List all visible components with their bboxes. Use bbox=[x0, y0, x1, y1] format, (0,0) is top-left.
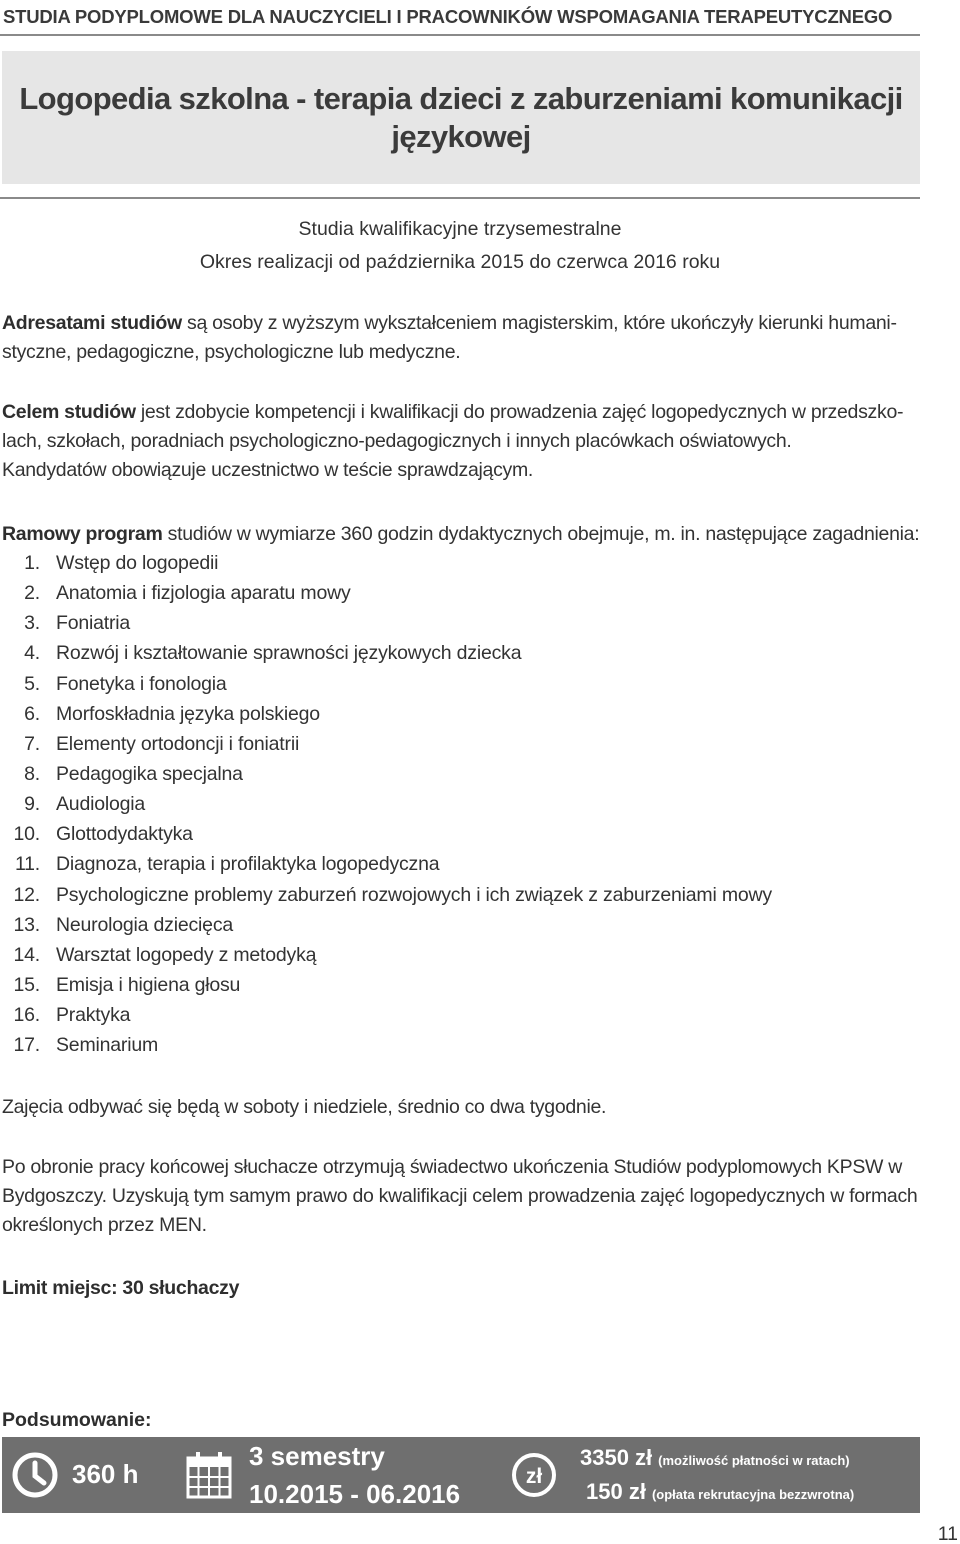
program-item-label: Morfoskładnia języka polskiego bbox=[56, 702, 320, 725]
certificate-paragraph bbox=[2, 1153, 922, 1240]
program-item-number: 17. bbox=[13, 1034, 40, 1057]
svg-text:zł: zł bbox=[525, 1465, 543, 1488]
goal-text-3: Kandydatów obowiązuje uczestnictwo w teście sprawdzającym. bbox=[2, 459, 534, 481]
certificate-text-3: określonych przez MEN. bbox=[2, 1214, 207, 1236]
program-item bbox=[0, 608, 772, 638]
addressees-text-2: styczne, pedagogiczne, psychologiczne lub medyczne. bbox=[2, 341, 461, 363]
clock-icon bbox=[11, 1451, 59, 1499]
subtitle-line-2: Okres realizacji od października 2015 do czerwca 2016 roku bbox=[199, 251, 721, 273]
program-item-label: Rozwój i kształtowanie sprawności językowych dziecka bbox=[56, 642, 522, 665]
program-item bbox=[0, 759, 772, 789]
program-item-label: Neurologia dziecięca bbox=[56, 913, 234, 936]
program-item-label: Diagnoza, terapia i profilaktyka logopedyczna bbox=[56, 853, 440, 876]
semesters-value: 3 semestry bbox=[249, 1441, 385, 1471]
zloty-icon bbox=[510, 1451, 558, 1499]
summary-label: Podsumowanie: bbox=[2, 1409, 152, 1431]
program-item-number: 13. bbox=[13, 913, 40, 936]
program-item-label: Audiologia bbox=[56, 793, 146, 816]
summary-bar bbox=[2, 1437, 920, 1513]
calendar-icon bbox=[186, 1451, 232, 1499]
subtitle-line-1: Studia kwalifikacyjne trzysemestralne bbox=[298, 218, 622, 240]
program-item-number: 10. bbox=[13, 823, 40, 846]
program-item-label: Anatomia i fizjologia aparatu mowy bbox=[56, 582, 351, 605]
limit-paragraph bbox=[2, 1274, 922, 1303]
program-item-number: 8. bbox=[24, 762, 40, 785]
program-item-number: 11. bbox=[14, 853, 40, 876]
program-item-number: 15. bbox=[13, 973, 40, 996]
program-item-number: 1. bbox=[24, 552, 40, 574]
program-text: studiów w wymiarze 360 godzin dydaktycznych obejmuje, m. in. następujące zagadnienia: bbox=[162, 523, 920, 545]
recruitment-fee-amount: 150 zł bbox=[586, 1479, 646, 1504]
program-item bbox=[0, 699, 772, 729]
program-item-number: 3. bbox=[24, 612, 40, 635]
program-item-number: 9. bbox=[24, 793, 40, 816]
program-item-number: 5. bbox=[24, 672, 40, 695]
running-header bbox=[0, 0, 920, 36]
program-item bbox=[0, 970, 772, 1000]
program-item-label: Glottodydaktyka bbox=[56, 823, 193, 846]
hours-value: 360 h bbox=[72, 1459, 139, 1489]
program-item-number: 16. bbox=[13, 1004, 40, 1027]
program-item bbox=[0, 910, 772, 940]
goal-text-2: lach, szkołach, poradniach psychologiczno-pedagogicznych i innych placówkach oświatowych. bbox=[2, 430, 792, 452]
program-item bbox=[0, 638, 772, 668]
program-item-number: 2. bbox=[24, 582, 40, 605]
addressees-paragraph bbox=[2, 309, 922, 367]
program-item-label: Pedagogika specjalna bbox=[56, 762, 243, 785]
program-item bbox=[0, 578, 772, 608]
page-title bbox=[2, 51, 920, 156]
goal-lead: Celem studiów bbox=[2, 401, 136, 423]
dates-value: 10.2015 - 06.2016 bbox=[249, 1479, 461, 1509]
program-item bbox=[0, 548, 772, 578]
program-item-number: 12. bbox=[13, 883, 40, 906]
title-line-1: Logopedia szkolna - terapia dzieci z zaburzeniami komunikacji bbox=[19, 81, 903, 116]
recruitment-fee-line bbox=[586, 1479, 854, 1505]
title-line-2: językowej bbox=[391, 119, 531, 154]
certificate-text-2: Bydgoszczy. Uzyskują tym samym prawo do kwalifikacji celem prowadzenia zajęć logopedycznych w formach bbox=[2, 1185, 918, 1207]
goal-text-1: jest zdobycie kompetencji i kwalifikacji do prowadzenia zajęć logopedycznych w przedszko- bbox=[135, 401, 904, 423]
program-lead: Ramowy program bbox=[2, 523, 163, 545]
divider bbox=[0, 197, 920, 199]
fee-line bbox=[580, 1445, 850, 1471]
program-item-label: Psychologiczne problemy zaburzeń rozwojowych i ich związek z zaburzeniami mowy bbox=[56, 883, 772, 906]
limit-text: Limit miejsc: 30 słuchaczy bbox=[2, 1277, 240, 1299]
program-item-number: 7. bbox=[24, 732, 40, 755]
program-item-number: 4. bbox=[24, 642, 40, 665]
program-item bbox=[0, 1000, 772, 1030]
goal-paragraph bbox=[2, 398, 922, 485]
page-number: 11 bbox=[937, 1523, 958, 1544]
program-item-label: Emisja i higiena głosu bbox=[56, 973, 241, 996]
program-item bbox=[0, 1030, 772, 1060]
certificate-text-1: Po obronie pracy końcowej słuchacze otrzymują świadectwo ukończenia Studiów podyplomowych KPSW w bbox=[2, 1156, 903, 1178]
program-list bbox=[0, 548, 772, 1060]
running-title: STUDIA PODYPLOMOWE DLA NAUCZYCIELI I PRACOWNIKÓW WSPOMAGANIA TERAPEUTYCZNEGO bbox=[3, 6, 893, 27]
program-item-label: Fonetyka i fonologia bbox=[56, 672, 227, 695]
program-item bbox=[0, 819, 772, 849]
program-item-label: Warsztat logopedy z metodyką bbox=[56, 943, 317, 966]
schedule-paragraph: Zajęcia odbywać się będą w soboty i niedziele, średnio co dwa tygodnie. bbox=[2, 1096, 607, 1118]
program-item bbox=[0, 880, 772, 910]
program-item-label: Foniatria bbox=[56, 612, 131, 635]
program-item-label: Praktyka bbox=[56, 1004, 131, 1027]
addressees-text-1: są osoby z wyższym wykształceniem magisterskim, które ukończyły kierunki humani- bbox=[181, 312, 897, 334]
recruitment-fee-note: (opłata rekrutacyjna bezzwrotna) bbox=[651, 1487, 855, 1502]
program-item bbox=[0, 940, 772, 970]
program-intro bbox=[2, 520, 922, 549]
program-item bbox=[0, 729, 772, 759]
program-item bbox=[0, 789, 772, 819]
addressees-lead: Adresatami studiów bbox=[2, 312, 182, 334]
program-item-label: Wstęp do logopedii bbox=[56, 552, 219, 574]
program-item-number: 14. bbox=[13, 943, 40, 966]
program-item bbox=[0, 849, 772, 879]
program-item-label: Elementy ortodoncji i foniatrii bbox=[56, 732, 300, 755]
program-item bbox=[0, 669, 772, 699]
program-item-label: Seminarium bbox=[56, 1034, 159, 1057]
fee-note: (możliwość płatności w ratach) bbox=[658, 1453, 850, 1468]
title-box bbox=[2, 51, 920, 184]
fee-amount: 3350 zł bbox=[580, 1445, 653, 1470]
program-item-number: 6. bbox=[24, 702, 40, 725]
